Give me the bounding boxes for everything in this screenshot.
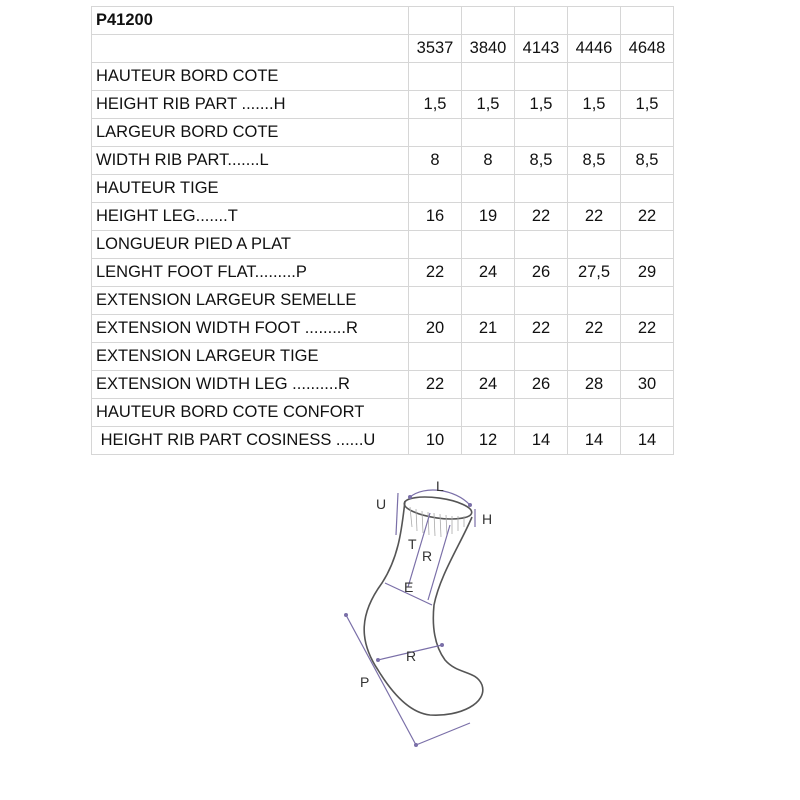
- measure-label-fr: HAUTEUR BORD COTE CONFORT: [92, 399, 409, 427]
- measure-value: 22: [621, 203, 674, 231]
- label-p: P: [360, 674, 370, 690]
- measure-label-en: HEIGHT RIB PART .......H: [92, 91, 409, 119]
- size-header: 3840: [462, 35, 515, 63]
- measure-row-fr: [92, 63, 674, 91]
- measure-value: 1,5: [568, 91, 621, 119]
- measure-value: 20: [409, 315, 462, 343]
- measure-row-fr: [92, 399, 674, 427]
- label-u: U: [376, 496, 387, 512]
- measure-row-fr: [92, 343, 674, 371]
- measure-value: 28: [568, 371, 621, 399]
- measure-value: 22: [515, 315, 568, 343]
- measure-value: 14: [621, 427, 674, 455]
- measure-row-en: [92, 147, 674, 175]
- sock-diagram: [330, 465, 530, 755]
- measure-value: 30: [621, 371, 674, 399]
- measure-value: 8: [409, 147, 462, 175]
- size-header: 4143: [515, 35, 568, 63]
- measure-value: 22: [568, 315, 621, 343]
- label-l: L: [436, 478, 444, 494]
- measure-value: 19: [462, 203, 515, 231]
- label-r-leg: R: [422, 548, 433, 564]
- measure-row-en: [92, 427, 674, 455]
- size-table: [91, 6, 674, 455]
- measure-value: 1,5: [409, 91, 462, 119]
- measure-value: 22: [515, 203, 568, 231]
- measure-row-fr: [92, 119, 674, 147]
- measure-row-en: [92, 371, 674, 399]
- label-t: T: [408, 536, 417, 552]
- measure-value: 22: [621, 315, 674, 343]
- measure-row-en: [92, 315, 674, 343]
- measure-label-en: LENGHT FOOT FLAT.........P: [92, 259, 409, 287]
- rib-lines: [410, 507, 464, 537]
- measure-value: 22: [409, 371, 462, 399]
- measure-value: 24: [462, 371, 515, 399]
- size-header: 4446: [568, 35, 621, 63]
- measure-label-fr: HAUTEUR TIGE: [92, 175, 409, 203]
- measure-value: 8,5: [568, 147, 621, 175]
- measure-value: 29: [621, 259, 674, 287]
- measure-row-en: [92, 91, 674, 119]
- header-row-product: [92, 7, 674, 35]
- measure-value: 8,5: [515, 147, 568, 175]
- measure-dots: [344, 495, 472, 747]
- measure-value: 8: [462, 147, 515, 175]
- measure-value: 27,5: [568, 259, 621, 287]
- measure-label-en: EXTENSION WIDTH FOOT .........R: [92, 315, 409, 343]
- size-header: 4648: [621, 35, 674, 63]
- measure-value: 12: [462, 427, 515, 455]
- measure-value: 16: [409, 203, 462, 231]
- measure-label-fr: LONGUEUR PIED A PLAT: [92, 231, 409, 259]
- measure-value: 22: [568, 203, 621, 231]
- measure-value: 14: [515, 427, 568, 455]
- measure-label-fr: EXTENSION LARGEUR SEMELLE: [92, 287, 409, 315]
- measure-value: 10: [409, 427, 462, 455]
- measure-label-fr: EXTENSION LARGEUR TIGE: [92, 343, 409, 371]
- measure-row-en: [92, 203, 674, 231]
- measure-value: 1,5: [462, 91, 515, 119]
- measure-value: 1,5: [621, 91, 674, 119]
- product-code: P41200: [92, 7, 409, 35]
- measure-label-en: WIDTH RIB PART.......L: [92, 147, 409, 175]
- measure-value: 24: [462, 259, 515, 287]
- measure-row-fr: [92, 175, 674, 203]
- measure-row-fr: [92, 231, 674, 259]
- label-e: E: [404, 579, 414, 595]
- measure-row-fr: [92, 287, 674, 315]
- measure-row-en: [92, 259, 674, 287]
- measure-value: 22: [409, 259, 462, 287]
- measure-value: 1,5: [515, 91, 568, 119]
- label-h: H: [482, 511, 493, 527]
- measure-label-fr: HAUTEUR BORD COTE: [92, 63, 409, 91]
- measure-label-en: EXTENSION WIDTH LEG ..........R: [92, 371, 409, 399]
- measure-value: 8,5: [621, 147, 674, 175]
- label-r-foot: R: [406, 648, 417, 664]
- measure-value: 26: [515, 259, 568, 287]
- measure-value: 21: [462, 315, 515, 343]
- measure-label-en: HEIGHT LEG.......T: [92, 203, 409, 231]
- measure-label-en: HEIGHT RIB PART COSINESS ......U: [92, 427, 409, 455]
- measure-value: 14: [568, 427, 621, 455]
- size-header: 3537: [409, 35, 462, 63]
- header-row-sizes: [92, 35, 674, 63]
- measure-label-fr: LARGEUR BORD COTE: [92, 119, 409, 147]
- measure-value: 26: [515, 371, 568, 399]
